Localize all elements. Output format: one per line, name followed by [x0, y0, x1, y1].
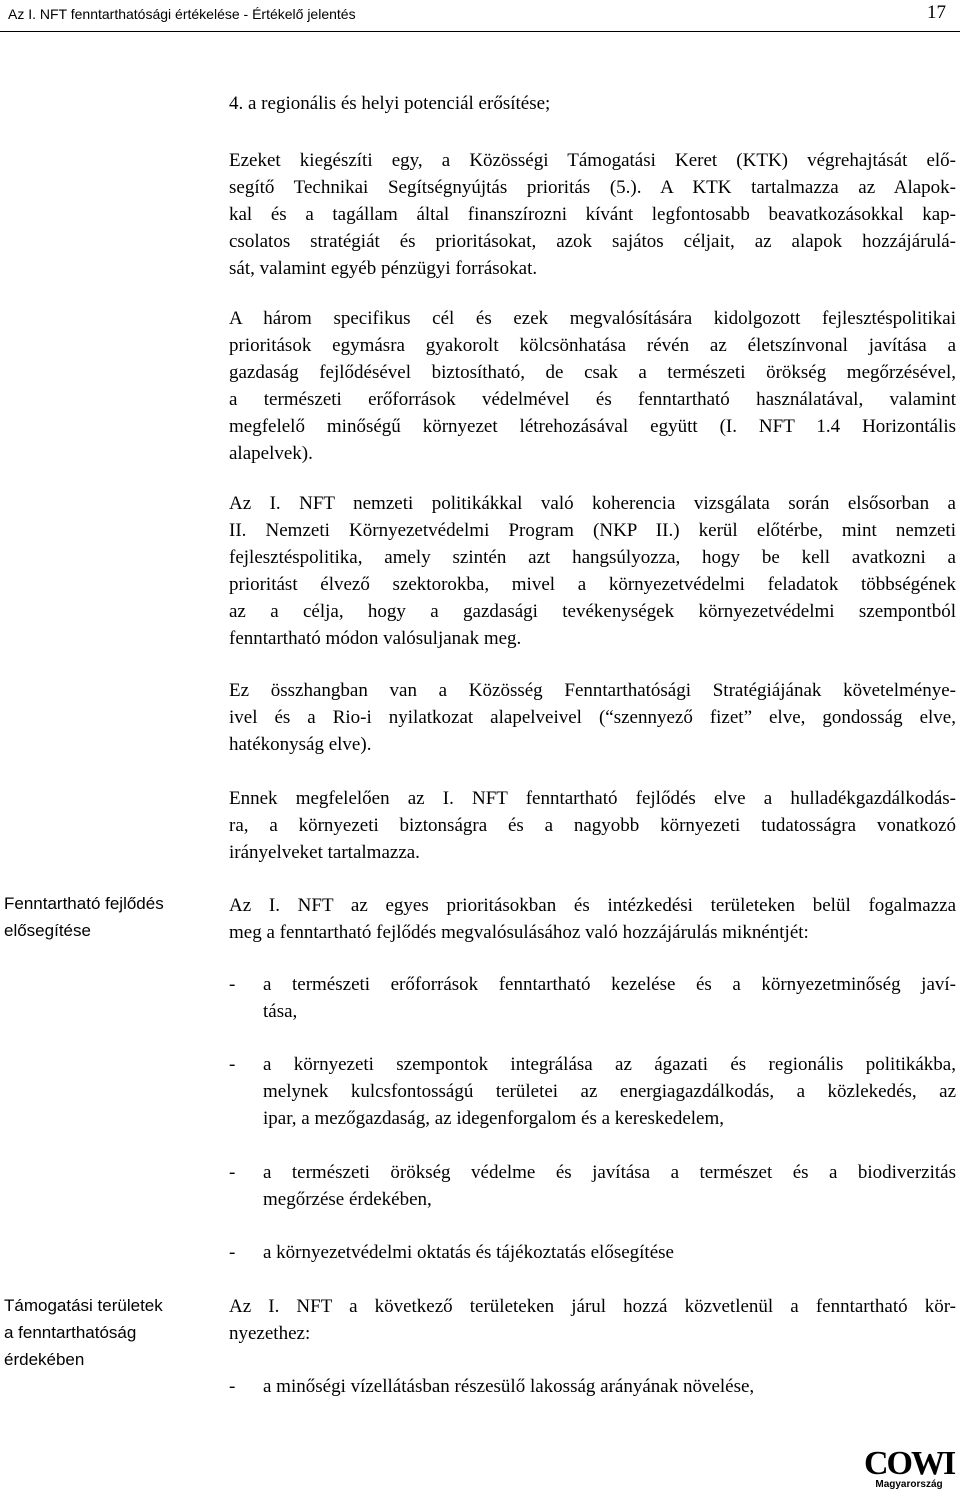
margin-note-line: elősegítése: [4, 921, 91, 940]
text-line: Az I. NFT nemzeti politikákkal való koherencia vizsgálata során elsősorban a: [229, 493, 956, 514]
margin-note-line: Fenntartható fejlődés: [4, 894, 164, 913]
bullet-dash: -: [229, 1376, 236, 1397]
text-line: ra, a környezeti biztonságra és a nagyobb környezeti tudatosságra vonatkozó: [229, 815, 956, 836]
text-line: sát, valamint egyéb pénzügyi forrásokat.: [229, 258, 538, 279]
paragraph-guidelines: [229, 785, 956, 866]
bullet-dash: -: [229, 1054, 236, 1075]
text-line: megfelelő minőségű környezet létrehozásával együtt (I. NFT 1.4 Horizontális: [229, 416, 956, 437]
page-number: 17: [927, 2, 946, 23]
text-line: segítő Technikai Segítségnyújtás prioritás (5.). A KTK tartalmazza az Alapok-: [229, 177, 956, 198]
margin-note-sustainable-development: [4, 890, 214, 944]
text-line: prioritások egymásra gyakorolt kölcsönhatása révén az életszínvonal javítása a: [229, 335, 956, 356]
paragraph-strategy: [229, 677, 956, 758]
margin-note-line: érdekében: [4, 1350, 85, 1369]
text-line: II. Nemzeti Környezetvédelmi Program (NKP II.) kerül előtérbe, mint nemzeti: [229, 520, 956, 541]
text-line: tása,: [263, 1001, 298, 1022]
text-line: irányelveket tartalmazza.: [229, 842, 420, 863]
text-line: kal és a tagállam által finanszírozni kívánt legfontosabb beavatkozásokkal kap-: [229, 204, 956, 225]
text-line: az a célja, hogy a gazdasági tevékenységek környezetvédelmi szempontból: [229, 601, 956, 622]
paragraph-priorities: [229, 892, 956, 946]
text-line: a természeti erőforrások védelmével és fenntartható használatával, valamint: [229, 389, 956, 410]
logo-subtitle: Magyarország: [875, 1479, 943, 1490]
cowi-logo: [864, 1445, 955, 1495]
paragraph-ktk: [229, 147, 956, 282]
text-line: a minőségi vízellátásban részesülő lakosság arányának növelése,: [263, 1376, 755, 1397]
text-line: meg a fenntartható fejlődés megvalósulásához való hozzájárulás miknéntjét:: [229, 922, 809, 943]
text-line: Ez összhangban van a Közösség Fenntarthatósági Stratégiájának követelménye-: [229, 680, 956, 701]
text-line: ipar, a mezőgazdaság, az idegenforgalom és a kereskedelem,: [263, 1108, 725, 1129]
margin-note-line: Támogatási területek: [4, 1296, 163, 1315]
text-line: fenntartható módon valósuljanak meg.: [229, 628, 522, 649]
text-line: csolatos stratégiát és prioritásokat, azok sajátos céljait, az alapok hozzájárulá-: [229, 231, 956, 252]
list-item: [229, 1373, 956, 1400]
header-title: Az I. NFT fenntarthatósági értékelése - Értékelő jelentés: [8, 6, 356, 22]
logo-wordmark: COWI: [864, 1445, 955, 1482]
margin-note-support-areas: [4, 1292, 214, 1373]
text-line: Ezeket kiegészíti egy, a Közösségi Támogatási Keret (KTK) végrehajtását elő-: [229, 150, 956, 171]
text-line: Ennek megfelelően az I. NFT fenntartható fejlődés elve a hulladékgazdálkodás-: [229, 788, 956, 809]
text-line: melynek kulcsfontosságú területei az energiagazdálkodás, a közlekedés, az: [263, 1081, 956, 1102]
paragraph-specific-goals: [229, 305, 956, 467]
list-item: [229, 1159, 956, 1213]
text-line: A három specifikus cél és ezek megvalósítására kidolgozott fejlesztéspolitikai: [229, 308, 956, 329]
text-line: hatékonyság elve).: [229, 734, 372, 755]
list-item-4: [229, 90, 956, 117]
list-item: [229, 1051, 956, 1132]
list-item: [229, 1239, 956, 1266]
text-line: Az I. NFT az egyes prioritásokban és intézkedési területeken belül fogalmazza: [229, 895, 956, 916]
text-line: gazdaság fejlődésével biztosítható, de csak a természeti örökség megőrzésével,: [229, 362, 956, 383]
text-line: nyezethez:: [229, 1323, 311, 1344]
text-line: a környezetvédelmi oktatás és tájékoztatás elősegítése: [263, 1242, 674, 1263]
text-line: 4. a regionális és helyi potenciál erősítése;: [229, 93, 551, 114]
paragraph-coherence: [229, 490, 956, 652]
text-line: a természeti erőforrások fenntartható kezelése és a környezetminőség javí-: [263, 974, 956, 995]
paragraph-direct-contribution: [229, 1293, 956, 1347]
text-line: prioritást élvező szektorokba, mivel a környezetvédelmi feladatok többségének: [229, 574, 956, 595]
margin-note-line: a fenntarthatóság: [4, 1323, 137, 1342]
bullet-dash: -: [229, 1242, 236, 1263]
text-line: alapelvek).: [229, 443, 313, 464]
text-line: fejlesztéspolitika, amely szintén azt hangsúlyozza, hogy be kell avatkozni a: [229, 547, 956, 568]
bullet-dash: -: [229, 974, 236, 995]
text-line: megőrzése érdekében,: [263, 1189, 432, 1210]
text-line: ivel és a Rio-i nyilatkozat alapelveivel (“szennyező fizet” elve, gondosság elve,: [229, 707, 956, 728]
list-item: [229, 971, 956, 1025]
text-line: a természeti örökség védelme és javítása a természet és a biodiverzitás: [263, 1162, 956, 1183]
header-rule: [0, 31, 960, 32]
bullet-dash: -: [229, 1162, 236, 1183]
text-line: Az I. NFT a következő területeken járul hozzá közvetlenül a fenntartható kör-: [229, 1296, 956, 1317]
text-line: a környezeti szempontok integrálása az ágazati és regionális politikákba,: [263, 1054, 956, 1075]
